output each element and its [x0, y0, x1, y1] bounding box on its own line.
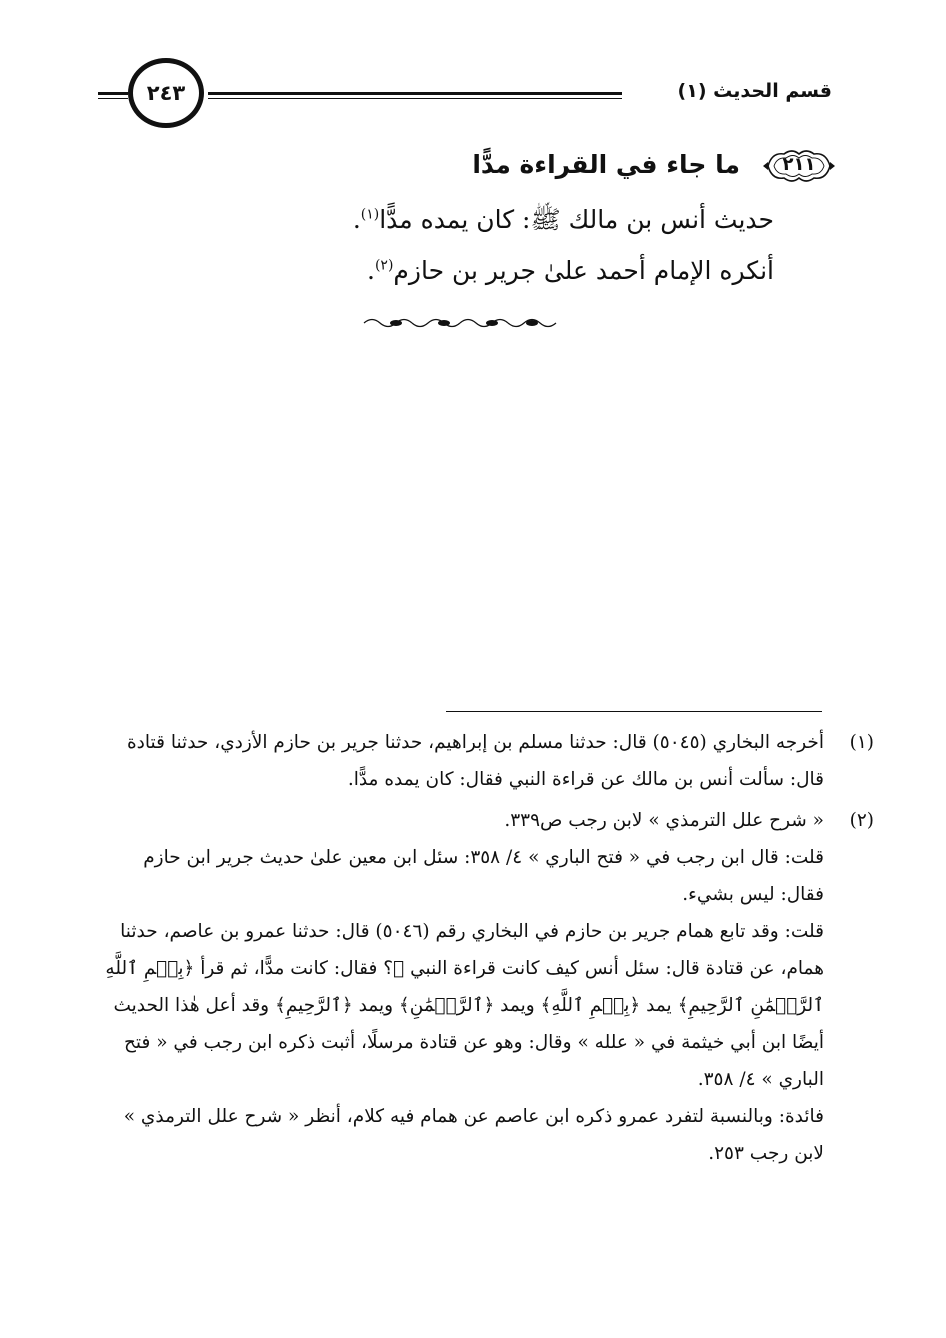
- hadith-line-end: .: [366, 256, 375, 285]
- footnote-paragraph: فائدة: وبالنسبة لتفرد عمرو ذكره ابن عاصم عن همام فيه كلام، أنظر « شرح علل الترمذي » لابن رجب ٢٥٣.: [123, 1106, 824, 1164]
- decorative-divider-icon: [360, 314, 560, 332]
- section-title: قسم الحديث (١): [677, 80, 832, 102]
- hadith-number: ٢١١: [782, 154, 816, 175]
- hadith-text: حديث أنس بن مالك ﷺ: كان يمده مدًّا: [379, 205, 774, 234]
- footnote-marker: (١): [360, 206, 380, 223]
- footnote-number: (٢): [849, 810, 874, 831]
- footnotes: [100, 724, 874, 1172]
- footnote-paragraph: قلت: وقد تابع همام جرير بن حازم في البخاري رقم (٥٠٤٦) قال: حدثنا عمرو بن عاصم، حدثنا همام، عن قتادة قال: سئل أنس كيف كانت قراءة النبي ﷺ؟ فقال: كانت مدًّا، ثم قرأ ﴿بِسۡمِ ٱللَّهِ ٱلرَّحۡمَٰنِ ٱلرَّحِيمِ﴾ يمد ﴿بِسۡمِ ٱللَّهِ﴾ ويمد ﴿ٱلرَّحۡمَٰنِ﴾ ويمد ﴿ٱلرَّحِيمِ﴾ وقد أعل هٰذا الحديث أيضًا ابن أبي خيثمة في « علله » وقال: وهو عن قتادة مرسلًا، أثبت ذكره ابن رجب في « فتح الباري » ٤/ ٣٥٨.: [105, 921, 824, 1090]
- header-rule-thick: [208, 92, 622, 95]
- footnote-paragraph: قلت: قال ابن رجب في « فتح الباري » ٤/ ٣٥٨: سئل ابن معين علىٰ حديث جرير ابن حازم فقال: ليس بشيء.: [143, 847, 824, 905]
- hadith-text: أنكره الإمام أحمد علىٰ جرير بن حازم: [393, 256, 774, 285]
- footnote: [100, 802, 874, 1172]
- footnote-separator: [446, 711, 822, 712]
- page-number: ٢٤٣: [128, 58, 204, 128]
- footnote-paragraph: « شرح علل الترمذي » لابن رجب ص٣٣٩.: [504, 810, 824, 831]
- footnote: [100, 724, 874, 798]
- hadith-title: ما جاء في القراءة مدًّا: [472, 150, 740, 179]
- hadith-text-line: [367, 256, 774, 285]
- header-rule-left-thick: [98, 92, 128, 95]
- hadith-text-line: [353, 204, 774, 241]
- footnote-number: (١): [849, 732, 874, 753]
- header-rule-thin: [208, 98, 622, 99]
- header-rule-left-thin: [98, 98, 128, 99]
- footnote-paragraph: أخرجه البخاري (٥٠٤٥) قال: حدثنا مسلم بن إبراهيم، حدثنا جرير بن حازم الأزدي، حدثنا قتادة قال: سألت أنس بن مالك عن قراءة النبي فقال: كان يمده مدًّا.: [126, 732, 824, 790]
- running-header: [98, 58, 832, 134]
- footnote-marker: (٢): [374, 257, 394, 274]
- hadith-number-badge: [762, 146, 836, 186]
- hadith-line-end: .: [352, 205, 361, 234]
